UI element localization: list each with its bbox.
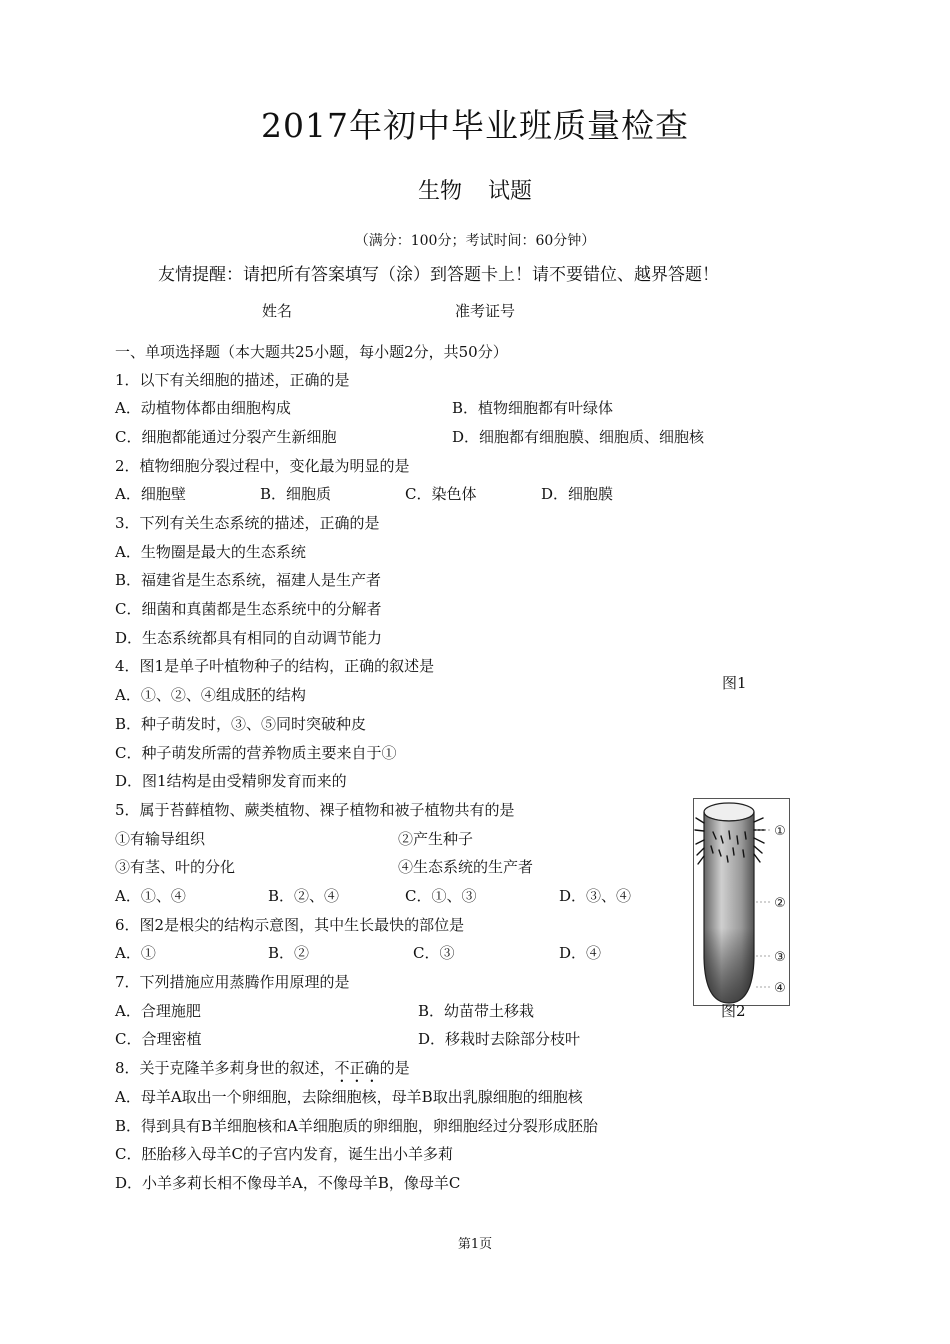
- root-tip-diagram: [693, 798, 793, 1006]
- question-8-stem-emphasis: 不正确: [334, 1059, 380, 1077]
- reminder-text: 友情提醒：请把所有答案填写（涂）到答题卡上！请不要错位、越界答题！: [158, 265, 719, 285]
- question-4-option-d: D．图1结构是由受精卵发育而来的: [115, 772, 347, 790]
- question-4-option-a: A．①、②、④组成胚的结构: [115, 686, 306, 704]
- paper-type: 试题: [488, 179, 533, 204]
- fig2-mark-2: ②: [774, 896, 786, 911]
- question-3-stem: 3．下列有关生态系统的描述，正确的是: [115, 514, 380, 532]
- subject-name: 生物: [417, 179, 462, 204]
- question-6-option-d: D．④: [559, 944, 602, 962]
- figure-1-label: 图1: [722, 674, 747, 692]
- question-4-stem: 4．图1是单子叶植物种子的结构，正确的叙述是: [115, 657, 435, 675]
- question-7-option-a: A．合理施肥: [115, 1002, 201, 1020]
- question-1-stem: 1．以下有关细胞的描述，正确的是: [115, 371, 350, 389]
- fig2-mark-1: ①: [774, 824, 786, 839]
- question-2-option-b: B．细胞质: [260, 485, 332, 503]
- question-5-item-2: ②产生种子: [398, 830, 474, 848]
- leader-lines: [756, 830, 771, 987]
- question-8-stem-post: 的是: [379, 1059, 410, 1077]
- question-5-option-d: D．③、④: [559, 887, 632, 905]
- question-3-option-b: B．福建省是生态系统，福建人是生产者: [115, 571, 382, 589]
- question-2-stem: 2．植物细胞分裂过程中，变化最为明显的是: [115, 457, 410, 475]
- question-8-option-d: D．小羊多莉长相不像母羊A，不像母羊B，像母羊C: [115, 1174, 461, 1192]
- question-2-option-c: C．染色体: [405, 485, 477, 503]
- question-4-option-c: C．种子萌发所需的营养物质主要来自于①: [115, 744, 397, 762]
- question-7-option-c: C．合理密植: [115, 1030, 202, 1048]
- question-5-option-b: B．②、④: [268, 887, 340, 905]
- question-1-option-c: C．细胞都能通过分裂产生新细胞: [115, 428, 337, 446]
- question-6-option-b: B．②: [268, 944, 310, 962]
- question-8-option-a: A．母羊A取出一个卵细胞，去除细胞核，母羊B取出乳腺细胞的细胞核: [115, 1088, 583, 1106]
- question-6-stem: 6．图2是根尖的结构示意图，其中生长最快的部位是: [115, 916, 465, 934]
- page-number: 第1页: [457, 1237, 493, 1252]
- question-5-option-c: C．①、③: [405, 887, 477, 905]
- question-8-option-c: C．胚胎移入母羊C的子宫内发育，诞生出小羊多莉: [115, 1145, 453, 1163]
- question-3-option-a: A．生物圈是最大的生态系统: [115, 543, 306, 561]
- question-8-option-b: B．得到具有B羊细胞核和A羊细胞质的卵细胞，卵细胞经过分裂形成胚胎: [115, 1117, 598, 1135]
- fig2-mark-4: ④: [774, 981, 786, 996]
- question-6-option-a: A．①: [115, 944, 156, 962]
- question-5-option-a: A．①、④: [115, 887, 186, 905]
- question-1-option-a: A．动植物体都由细胞构成: [115, 399, 291, 417]
- question-5-item-1: ①有输导组织: [115, 830, 206, 848]
- question-5-item-3: ③有茎、叶的分化: [115, 858, 236, 876]
- question-1-option-b: B．植物细胞都有叶绿体: [452, 399, 614, 417]
- question-1-option-d: D．细胞都有细胞膜、细胞质、细胞核: [452, 428, 705, 446]
- exam-info: （满分：100分；考试时间：60分钟）: [354, 233, 596, 249]
- root-tip-shading: [704, 928, 754, 1003]
- question-7-stem: 7．下列措施应用蒸腾作用原理的是: [115, 973, 350, 991]
- fig2-mark-3: ③: [774, 950, 786, 965]
- question-5-stem: 5．属于苔藓植物、蕨类植物、裸子植物和被子植物共有的是: [115, 801, 515, 819]
- figure-2-label: 图2: [721, 1002, 746, 1020]
- subject-heading: [0, 174, 950, 205]
- question-7-option-b: B．幼苗带土移栽: [418, 1002, 535, 1020]
- question-3-option-d: D．生态系统都具有相同的自动调节能力: [115, 629, 383, 647]
- question-2-option-d: D．细胞膜: [541, 485, 614, 503]
- name-label: 姓名: [262, 302, 293, 320]
- question-7-option-d: D．移栽时去除部分枝叶: [418, 1030, 581, 1048]
- question-8-stem-pre: 8．关于克隆羊多莉身世的叙述，: [115, 1059, 335, 1077]
- question-2-option-a: A．细胞壁: [115, 485, 186, 503]
- section-heading: 一、单项选择题（本大题共25小题，每小题2分，共50分）: [115, 343, 508, 361]
- question-4-option-b: B．种子萌发时，③、⑤同时突破种皮: [115, 715, 367, 733]
- question-3-option-c: C．细菌和真菌都是生态系统中的分解者: [115, 600, 382, 618]
- question-6-option-c: C．③: [413, 944, 455, 962]
- question-8-stem: [115, 1057, 410, 1086]
- exam-id-label: 准考证号: [455, 302, 516, 320]
- question-5-item-4: ④生态系统的生产者: [398, 858, 534, 876]
- page-title: 2017年初中毕业班质量检查: [261, 106, 689, 145]
